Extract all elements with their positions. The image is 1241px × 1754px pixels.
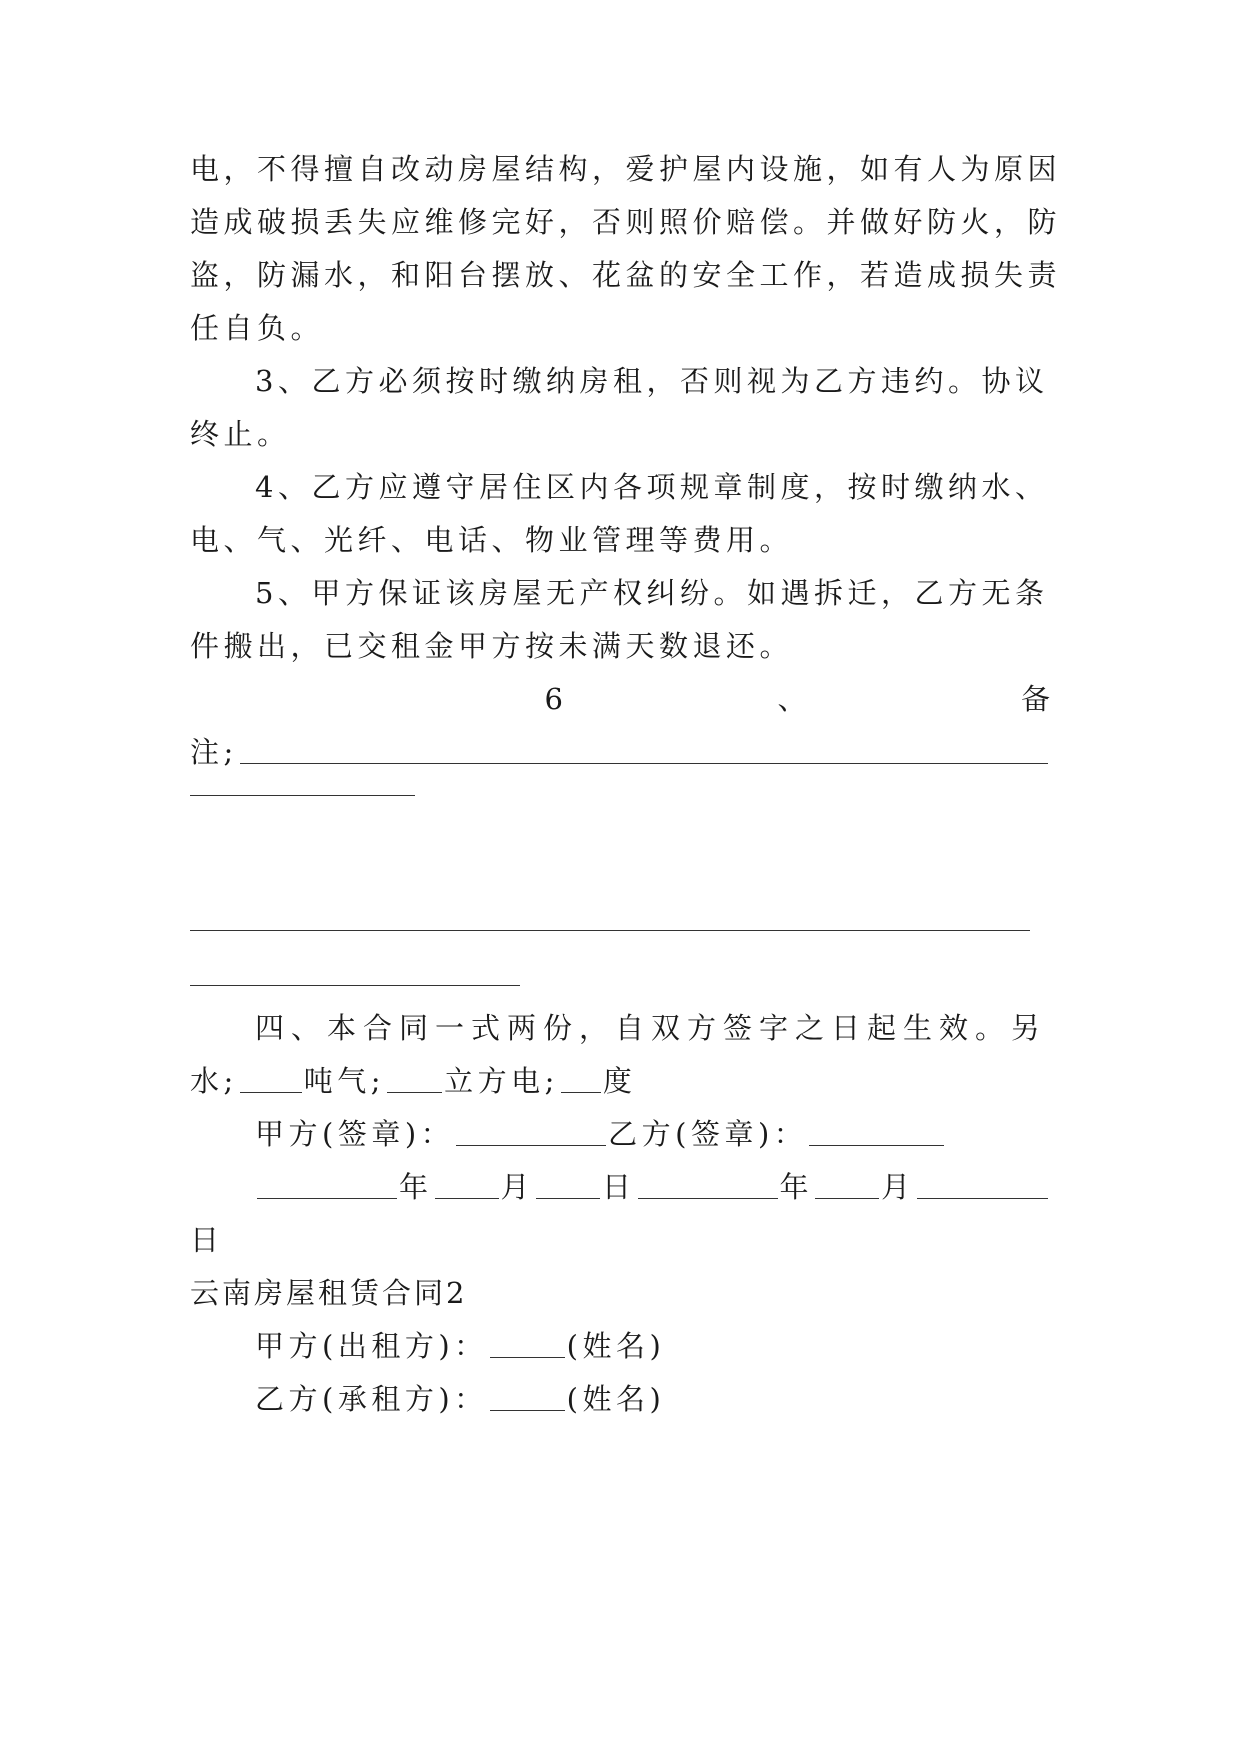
party-b-year-blank[interactable]	[638, 1176, 778, 1199]
note-blank-line[interactable]	[190, 985, 520, 986]
gas-blank[interactable]	[387, 1070, 442, 1093]
year-label: 年	[779, 1170, 814, 1204]
party-a-year-blank[interactable]	[257, 1176, 397, 1199]
note-blank-line[interactable]	[190, 930, 1030, 931]
lessee-label: 乙方(承租方)：	[255, 1382, 488, 1416]
party-a-seal-label: 甲方(签章)：	[255, 1117, 455, 1151]
item-4-line: 4、乙方应遵守居住区内各项规章制度，按时缴纳水、	[255, 470, 1049, 504]
item-5-line: 件搬出，已交租金甲方按未满天数退还。	[190, 629, 794, 663]
signature-line	[255, 1104, 1050, 1164]
note-blank[interactable]	[240, 741, 1048, 764]
lessee-name-hint: (姓名)	[566, 1382, 666, 1416]
water-label: 水;	[190, 1064, 238, 1098]
lessor-name-hint: (姓名)	[566, 1329, 666, 1363]
month-label: 月	[881, 1170, 915, 1204]
note-number: 6	[544, 682, 563, 716]
party-b-day-blank[interactable]	[917, 1176, 1048, 1199]
lessor-label: 甲方(出租方)：	[255, 1329, 488, 1363]
party-a-month-blank[interactable]	[435, 1176, 499, 1199]
note-label-start: 注;	[190, 735, 238, 769]
utilities-line	[190, 1051, 1050, 1111]
date-line	[255, 1157, 1050, 1217]
note-field-line	[190, 722, 1050, 782]
paragraph-line: 电，不得擅自改动房屋结构，爱护屋内设施，如有人为原因	[190, 152, 1062, 186]
party-b-seal-label: 乙方(签章)：	[608, 1117, 808, 1151]
note-separator: 、	[777, 682, 807, 716]
party-a-seal-blank[interactable]	[456, 1123, 606, 1146]
electricity-blank[interactable]	[561, 1070, 601, 1093]
paragraph-line: 盗，防漏水，和阳台摆放、花盆的安全工作，若造成损失责	[190, 258, 1062, 292]
party-b-month-blank[interactable]	[815, 1176, 879, 1199]
note-blank-continuation[interactable]	[190, 795, 415, 796]
party-b-seal-blank[interactable]	[809, 1123, 944, 1146]
lessor-line	[255, 1316, 1050, 1376]
water-blank[interactable]	[240, 1070, 302, 1093]
note-heading-line	[190, 669, 1050, 729]
month-label: 月	[500, 1170, 535, 1204]
gas-label: 吨气;	[303, 1064, 386, 1098]
day-label: 日	[602, 1170, 636, 1204]
item-4-line: 电、气、光纤、电话、物业管理等费用。	[190, 523, 794, 557]
clause-4-line: 四、本合同一式两份，自双方签字之日起生效。另	[255, 1011, 1048, 1045]
note-label-end: 备	[1020, 682, 1050, 716]
lessor-name-blank[interactable]	[490, 1335, 565, 1358]
paragraph-line: 造成破损丢失应维修完好，否则照价赔偿。并做好防火，防	[190, 205, 1062, 239]
item-3-line: 终止。	[190, 417, 291, 451]
lessee-line	[255, 1369, 1050, 1429]
day-label-wrapped: 日	[190, 1223, 224, 1257]
paragraph-line: 任自负。	[190, 311, 325, 345]
party-a-day-blank[interactable]	[536, 1176, 600, 1199]
year-label: 年	[399, 1170, 433, 1204]
lessee-name-blank[interactable]	[490, 1388, 565, 1411]
electricity-label: 立方电;	[444, 1064, 559, 1098]
item-3-line: 3、乙方必须按时缴纳房租，否则视为乙方违约。协议	[255, 364, 1049, 398]
degree-unit: 度	[602, 1064, 637, 1098]
item-5-line: 5、甲方保证该房屋无产权纠纷。如遇拆迁，乙方无条	[255, 576, 1049, 610]
contract-2-title: 云南房屋租赁合同2	[190, 1276, 468, 1310]
